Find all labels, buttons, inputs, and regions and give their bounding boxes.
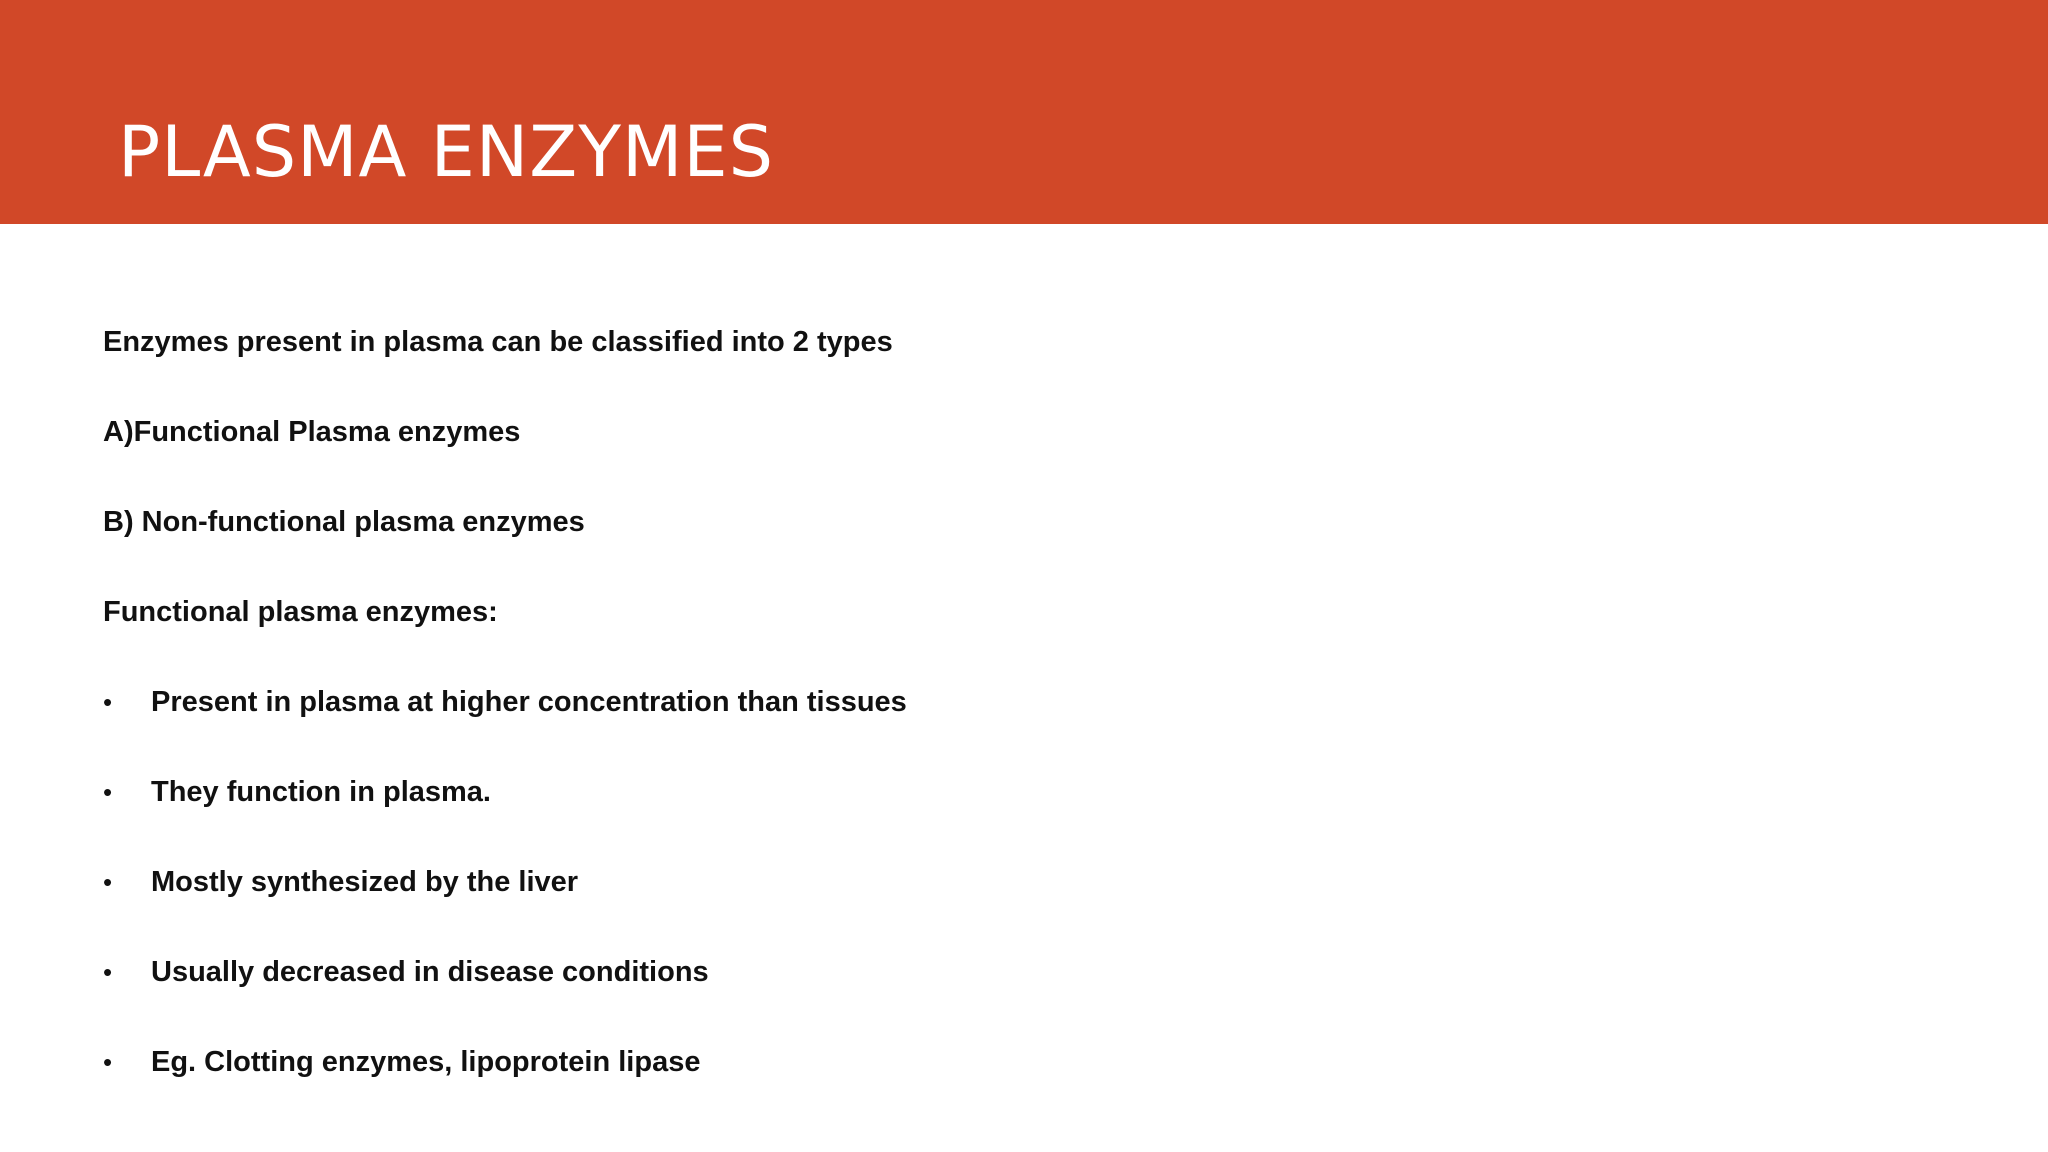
slide-content [103,320,1603,1130]
bullet-icon: • [103,867,113,897]
bullet-icon: • [103,687,113,717]
bullet-icon: • [103,1047,113,1077]
list-item [103,770,1603,814]
bullet-text: Mostly synthesized by the liver [151,866,579,898]
list-item [103,680,1603,724]
list-item [103,860,1603,904]
slide-title: PLASMA ENZYMES [118,111,775,193]
list-item [103,950,1603,994]
intro-text: Enzymes present in plasma can be classified into 2 types [103,326,893,358]
type-a-text: A)Functional Plasma enzymes [103,416,521,448]
list-item [103,1040,1603,1084]
bullet-icon: • [103,777,113,807]
bullet-text: Present in plasma at higher concentration than tissues [151,686,907,718]
title-bar [0,0,2048,224]
type-b-text: B) Non-functional plasma enzymes [103,506,585,538]
bullet-text: Usually decreased in disease conditions [151,956,709,988]
bullet-text: They function in plasma. [151,776,491,808]
bullet-text: Eg. Clotting enzymes, lipoprotein lipase [151,1046,701,1078]
bullet-icon: • [103,957,113,987]
section-heading: Functional plasma enzymes: [103,596,498,628]
